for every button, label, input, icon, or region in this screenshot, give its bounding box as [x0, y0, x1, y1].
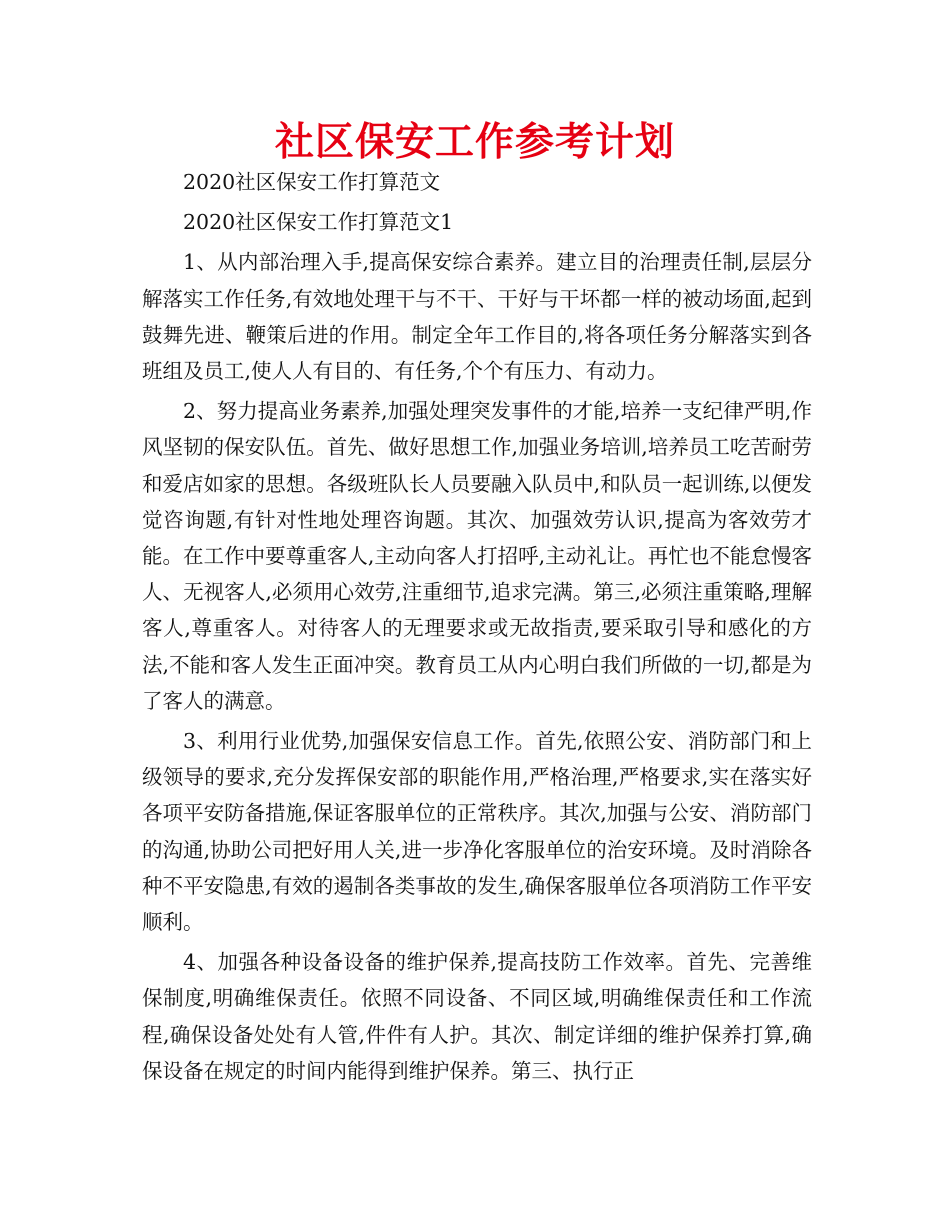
document-subtitle: 2020社区保安工作打算范文	[183, 170, 441, 194]
paragraph-4: 4、加强各种设备设备的维护保养,提高技防工作效率。首先、完善维保制度,明确维保责任。依照不同设备、不同区域,明确维保责任和工作流程,确保设备处处有人管,件件有人护。其次、制定详细的维护保养打算,确保设备在规定的时间内能得到维护保养。第三、执行正	[142, 950, 812, 1083]
paragraph-2: 2、努力提高业务素养,加强处理突发事件的才能,培养一支纪律严明,作风坚韧的保安队伍。首先、做好思想工作,加强业务培训,培养员工吃苦耐劳和爱店如家的思想。各级班队长人员要融入队员中,和队员一起训练,以便发觉咨询题,有针对性地处理咨询题。其次、加强效劳认识,提高为客效劳才能。在工作中要尊重客人,主动向客人打招呼,主动礼让。再忙也不能怠慢客人、无视客人,必须用心效劳,注重细节,追求完满。第三,必须注重策略,理解客人,尊重客人。对待客人的无理要求或无故指责,要采取引导和感化的方法,不能和客人发生正面冲突。教育员工从内心明白我们所做的一切,都是为了客人的满意。	[142, 399, 812, 713]
document-body	[142, 164, 812, 1093]
paragraph-1: 1、从内部治理入手,提高保安综合素养。建立目的治理责任制,层层分解落实工作任务,有效地处理干与不干、干好与干坏都一样的被动场面,起到鼓舞先进、鞭策后进的作用。制定全年工作目的,将各项任务分解落实到各班组及员工,使人人有目的、有任务,个个有压力、有动力。	[142, 250, 812, 384]
document-section-heading: 2020社区保安工作打算范文1	[183, 210, 454, 235]
document-title: 社区保安工作参考计划	[274, 120, 675, 165]
paragraph-3: 3、利用行业优势,加强保安信息工作。首先,依照公安、消防部门和上级领导的要求,充分发挥保安部的职能作用,严格治理,严格要求,实在落实好各项平安防备措施,保证客服单位的正常秩序。其次,加强与公安、消防部门的沟通,协助公司把好用人关,进一步净化客服单位的治安环境。及时消除各种不平安隐患,有效的遏制各类事故的发生,确保客服单位各项消防工作平安顺利。	[142, 729, 812, 935]
